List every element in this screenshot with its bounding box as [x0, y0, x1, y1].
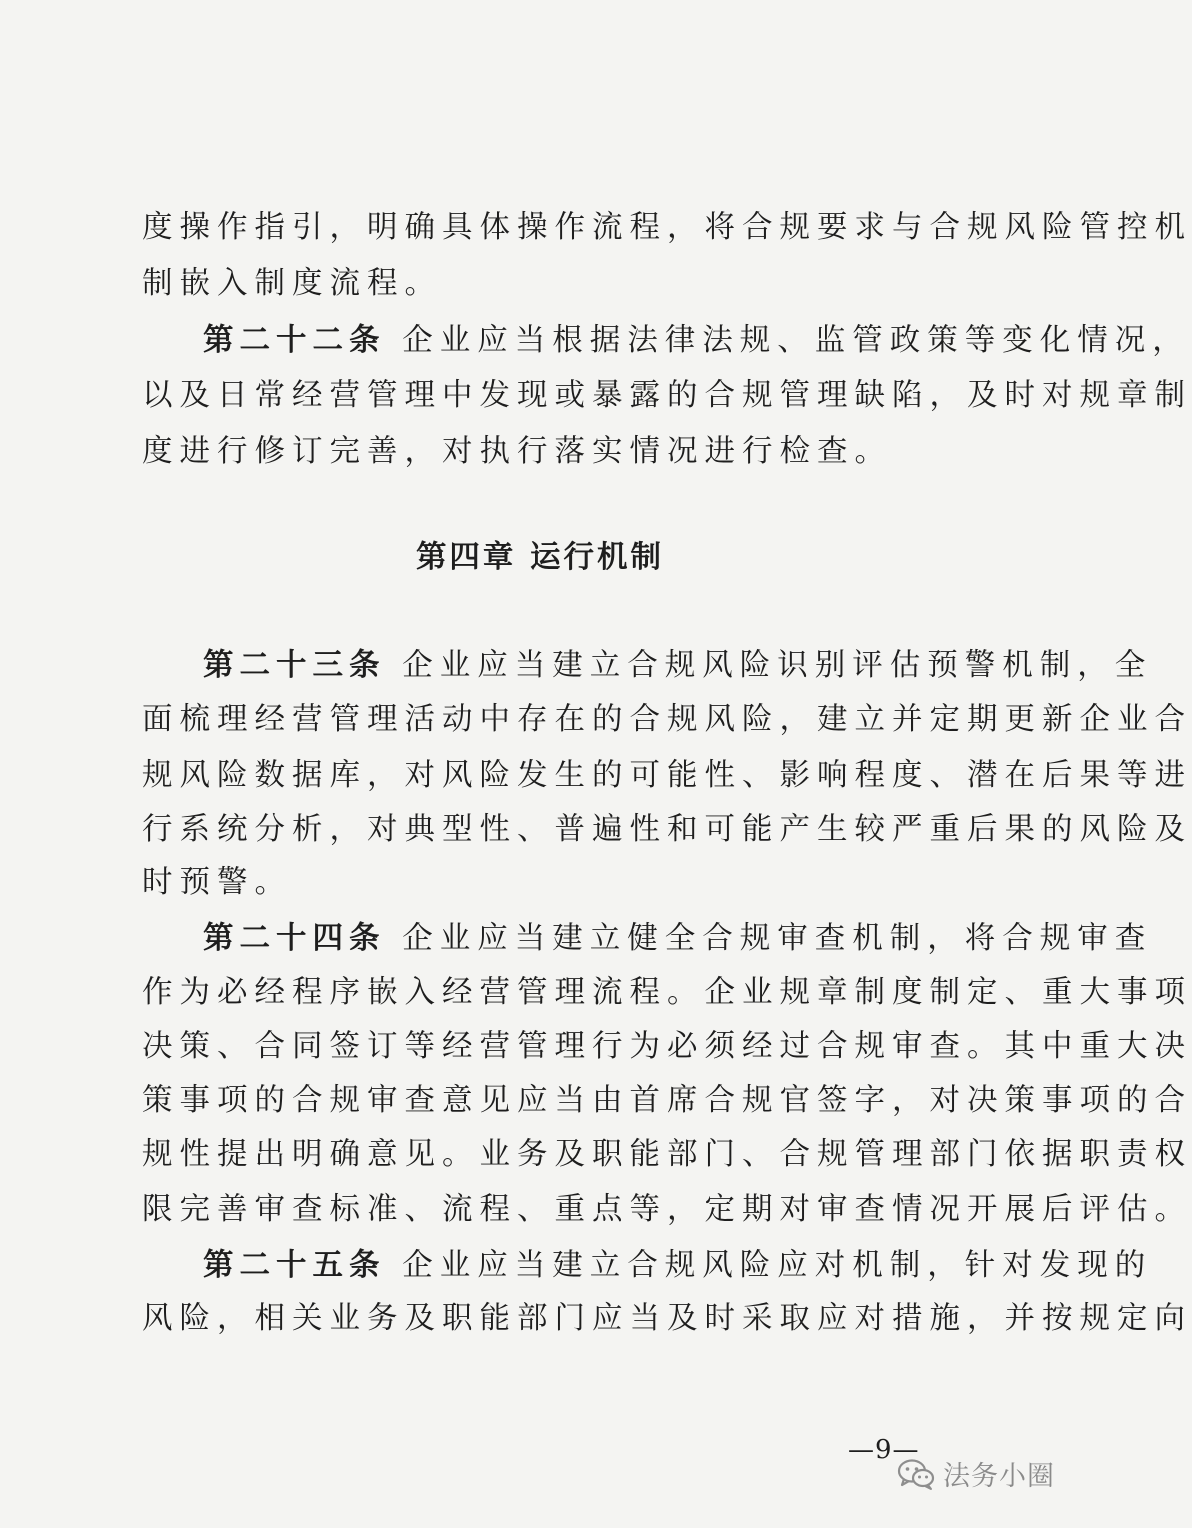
article-24-title: 第二十四条	[203, 920, 386, 956]
text-line: 企业应当根据法律法规、监管政策等变化情况，	[402, 323, 1190, 358]
text-line: 行系统分析，对典型性、普遍性和可能产生较严重后果的风险及	[142, 812, 1192, 847]
text-line: 规性提出明确意见。业务及职能部门、合规管理部门依据职责权	[142, 1137, 1192, 1172]
chapter-heading: 第四章 运行机制	[415, 539, 665, 575]
article-25	[203, 1245, 1152, 1286]
text-line: 度操作指引，明确具体操作流程，将合规要求与合规风险管控机	[142, 210, 1192, 245]
watermark-label: 法务小圈	[943, 1461, 1055, 1492]
article-22	[203, 320, 1190, 361]
text-line: 面梳理经营管理活动中存在的合规风险，建立并定期更新企业合	[142, 702, 1192, 737]
text-line: 度进行修订完善，对执行落实情况进行检查。	[142, 434, 892, 469]
text-line: 决策、合同签订等经营管理行为必须经过合规审查。其中重大决	[142, 1029, 1192, 1064]
watermark	[897, 1454, 1055, 1493]
text-line: 风险，相关业务及职能部门应当及时采取应对措施，并按规定向	[142, 1301, 1192, 1336]
text-line: 企业应当建立合规风险应对机制，针对发现的	[402, 1248, 1153, 1283]
article-25-title: 第二十五条	[203, 1247, 386, 1283]
text-line: 以及日常经营管理中发现或暴露的合规管理缺陷，及时对规章制	[142, 378, 1192, 413]
text-line: 制嵌入制度流程。	[142, 266, 442, 301]
text-line: 作为必经程序嵌入经营管理流程。企业规章制度制定、重大事项	[142, 975, 1192, 1010]
page-number: —9—	[848, 1435, 920, 1465]
text-line: 限完善审查标准、流程、重点等，定期对审查情况开展后评估。	[142, 1192, 1192, 1227]
article-23-title: 第二十三条	[203, 647, 386, 683]
text-line: 策事项的合规审查意见应当由首席合规官签字，对决策事项的合	[142, 1083, 1192, 1118]
text-line: 企业应当建立健全合规审查机制，将合规审查	[402, 921, 1153, 956]
article-22-title: 第二十二条	[203, 322, 386, 358]
text-line: 企业应当建立合规风险识别评估预警机制，全	[402, 648, 1153, 683]
wechat-icon	[897, 1458, 935, 1490]
text-line: 规风险数据库，对风险发生的可能性、影响程度、潜在后果等进	[142, 758, 1192, 793]
article-24	[203, 918, 1152, 959]
article-23	[203, 645, 1152, 686]
text-line: 时预警。	[142, 865, 292, 900]
